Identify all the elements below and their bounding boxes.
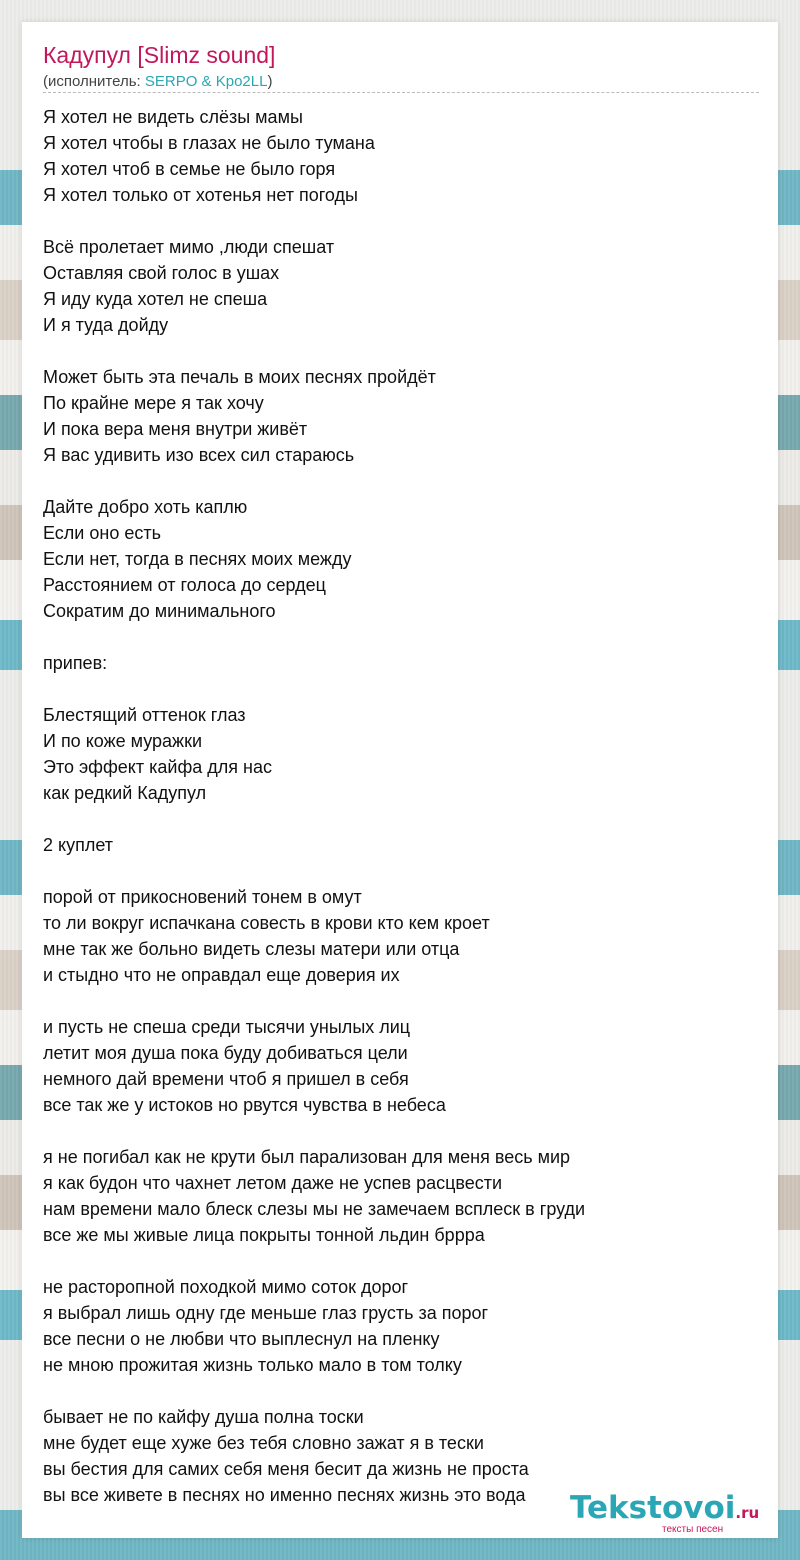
- lyrics-card: [22, 22, 778, 1538]
- lyric-line: я как будон что чахнет летом даже не успев расцвести: [43, 1173, 503, 1193]
- lyric-line: Может быть эта печаль в моих песнях пройдёт: [43, 367, 436, 387]
- lyric-line: и стыдно что не оправдал еще доверия их: [43, 965, 400, 985]
- lyric-line: немного дай времени чтоб я пришел в себя: [43, 1069, 409, 1089]
- lyric-line: Сократим до минимального: [43, 601, 276, 621]
- lyric-line: все песни о не любви что выплеснул на пленку: [43, 1329, 440, 1349]
- lyric-line: мне будет еще хуже без тебя словно зажат я в тески: [43, 1433, 484, 1453]
- stanza-break: [43, 1118, 759, 1144]
- lyric-line: И я туда дойду: [43, 315, 169, 335]
- lyric-line: я выбрал лишь одну где меньше глаз грусть за порог: [43, 1303, 489, 1323]
- lyric-line: И пока вера меня внутри живёт: [43, 419, 308, 439]
- lyric-line: Блестящий оттенок глаз: [43, 705, 246, 725]
- lyric-line: все же мы живые лица покрыты тонной льдин бррра: [43, 1225, 485, 1245]
- lyric-line: я не погибал как не крути был парализован для меня весь мир: [43, 1147, 571, 1167]
- lyric-line: Я хотел не видеть слёзы мамы: [43, 107, 303, 127]
- lyric-line: припев:: [43, 653, 108, 673]
- lyric-line: Дайте добро хоть каплю: [43, 497, 248, 517]
- lyric-line: мне так же больно видеть слезы матери или отца: [43, 939, 460, 959]
- lyric-line: бывает не по кайфу душа полна тоски: [43, 1407, 364, 1427]
- logo-tagline: тексты песен: [662, 1524, 724, 1535]
- lyric-line: Это эффект кайфа для нас: [43, 757, 272, 777]
- lyric-line: вы все живете в песнях но именно песнях жизнь это вода: [43, 1485, 526, 1505]
- lyric-line: Я вас удивить изо всех сил стараюсь: [43, 445, 355, 465]
- artist-suffix: ): [267, 73, 273, 90]
- lyric-line: не расторопной походкой мимо соток дорог: [43, 1277, 409, 1297]
- lyric-line: вы бестия для самих себя меня бесит да жизнь не проста: [43, 1459, 529, 1479]
- stanza-break: [43, 468, 759, 494]
- artist-line: [43, 73, 759, 93]
- lyrics-text: [43, 104, 759, 1508]
- lyric-line: и пусть не спеша среди тысячи унылых лиц: [43, 1017, 411, 1037]
- lyric-line: как редкий Кадупул: [43, 783, 207, 803]
- lyric-line: порой от прикосновений тонем в омут: [43, 887, 362, 907]
- stanza-break: [43, 988, 759, 1014]
- stanza-break: [43, 1378, 759, 1404]
- lyric-line: не мною прожитая жизнь только мало в том толку: [43, 1355, 462, 1375]
- stanza-break: [43, 624, 759, 650]
- lyric-line: По крайне мере я так хочу: [43, 393, 264, 413]
- lyric-line: 2 куплет: [43, 835, 113, 855]
- stanza-break: [43, 338, 759, 364]
- lyric-line: нам времени мало блеск слезы мы не замечаем всплеск в груди: [43, 1199, 586, 1219]
- lyric-line: Я хотел чтобы в глазах не было тумана: [43, 133, 375, 153]
- logo-name: Tekstovoi: [570, 1490, 736, 1526]
- stanza-break: [43, 1248, 759, 1274]
- artist-link[interactable]: SERPO & Kpo2LL: [144, 73, 268, 90]
- lyric-line: Оставляя свой голос в ушах: [43, 263, 280, 283]
- lyric-line: Расстоянием от голоса до сердец: [43, 575, 326, 595]
- logo-wordmark: [570, 1490, 759, 1526]
- lyric-line: все так же у истоков но рвутся чувства в небеса: [43, 1095, 446, 1115]
- stanza-break: [43, 676, 759, 702]
- lyric-line: то ли вокруг испачкана совесть в крови кто кем кроет: [43, 913, 490, 933]
- stanza-break: [43, 858, 759, 884]
- lyric-line: Если нет, тогда в песнях моих между: [43, 549, 352, 569]
- lyric-line: Я хотел чтоб в семье не было горя: [43, 159, 336, 179]
- stanza-break: [43, 208, 759, 234]
- lyric-line: Всё пролетает мимо ,люди спешат: [43, 237, 335, 257]
- song-title: Кадупул [Slimz sound]: [43, 42, 276, 68]
- lyric-line: И по коже муражки: [43, 731, 203, 751]
- lyric-line: летит моя душа пока буду добиваться цели: [43, 1043, 408, 1063]
- lyric-line: Если оно есть: [43, 523, 161, 543]
- lyric-line: Я иду куда хотел не спеша: [43, 289, 268, 309]
- stanza-break: [43, 806, 759, 832]
- lyric-line: Я хотел только от хотенья нет погоды: [43, 185, 358, 205]
- site-logo[interactable]: [570, 1490, 778, 1534]
- artist-prefix: (исполнитель:: [43, 73, 145, 90]
- logo-tld: .ru: [735, 1504, 760, 1522]
